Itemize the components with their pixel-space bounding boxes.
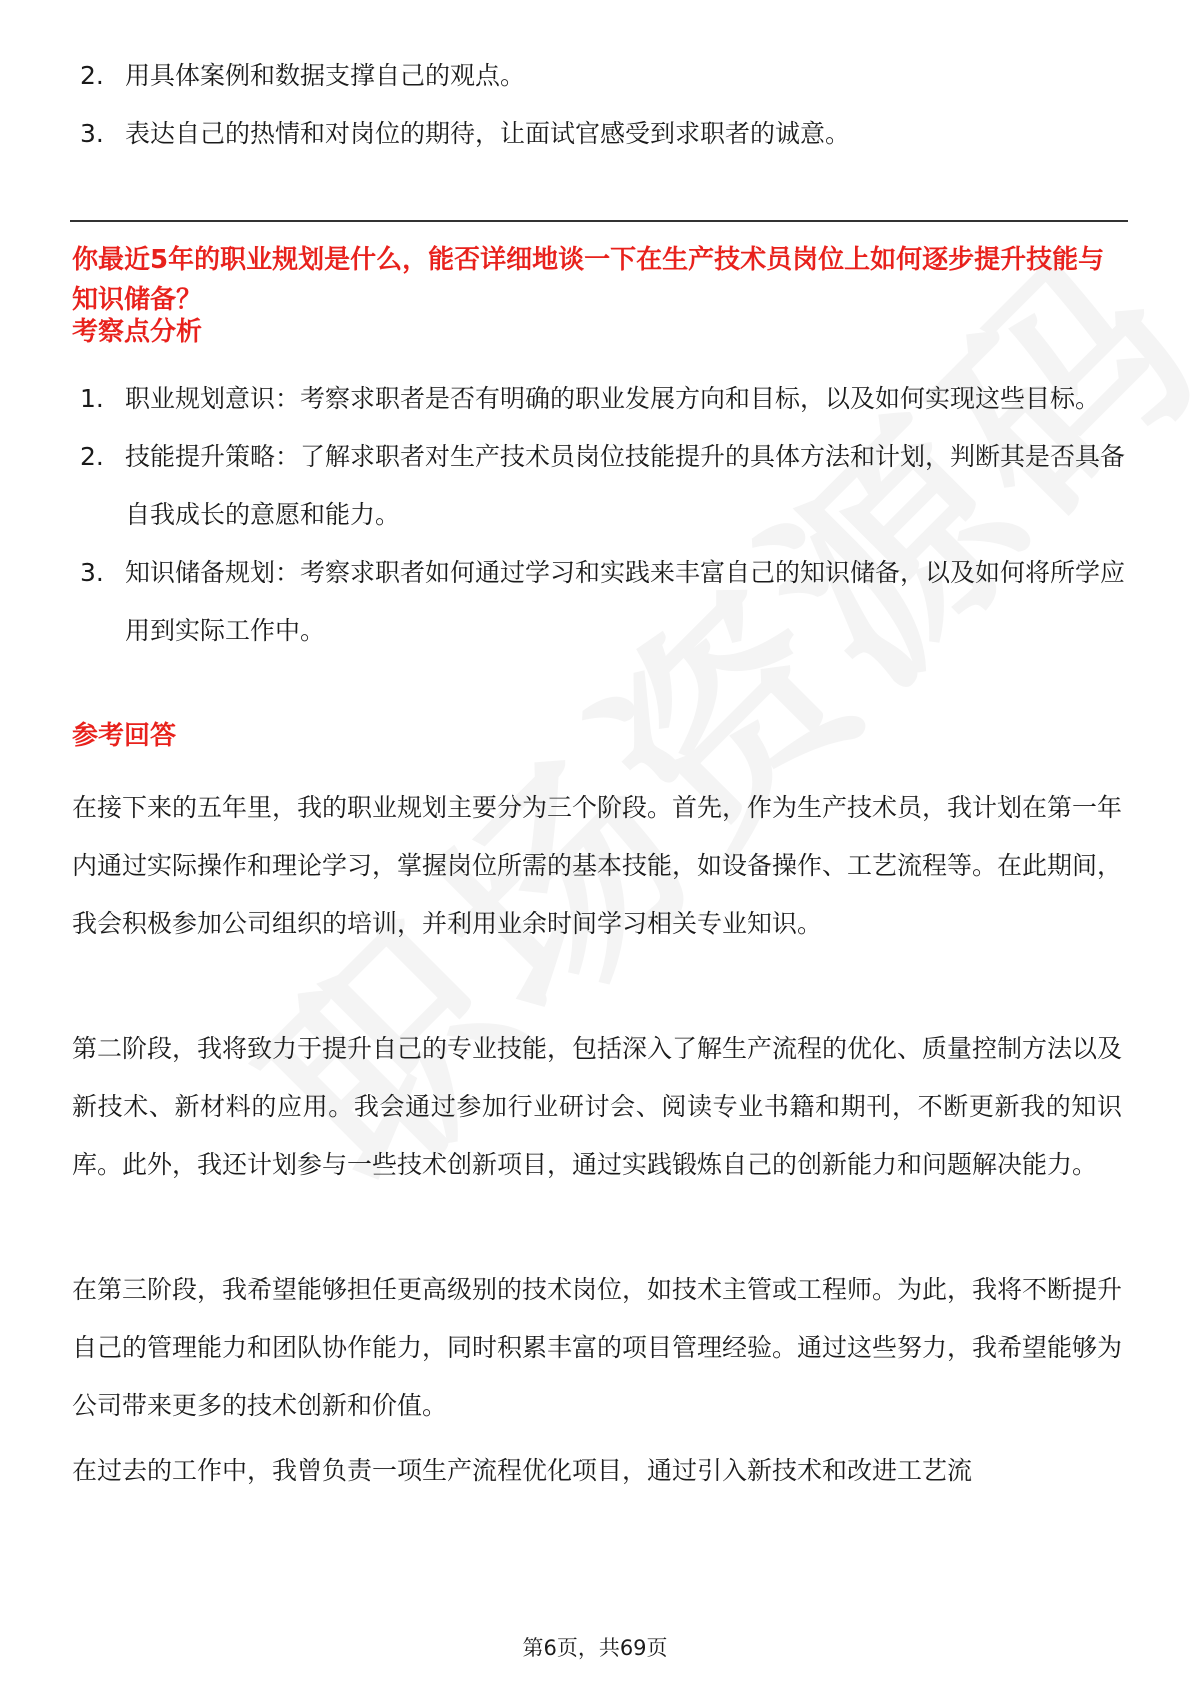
analysis-title: 考察点分析 xyxy=(72,317,203,347)
list-item xyxy=(80,47,1125,105)
list-number: 3. xyxy=(80,558,104,587)
list-item xyxy=(80,370,1125,428)
list-item xyxy=(80,544,1125,660)
answer-title: 参考回答 xyxy=(72,721,177,751)
list-text: 技能提升策略：了解求职者对生产技术员岗位技能提升的具体方法和计划，判断其是否具备自我成长的意愿和能力。 xyxy=(125,442,1126,529)
answer-paragraph: 在接下来的五年里，我的职业规划主要分为三个阶段。首先，作为生产技术员，我计划在第一年内通过实际操作和理论学习，掌握岗位所需的基本技能，如设备操作、工艺流程等。在此期间，我会积极参加公司组织的培训，并利用业余时间学习相关专业知识。 xyxy=(72,793,1123,938)
list-number: 2. xyxy=(80,442,104,471)
list-text: 职业规划意识：考察求职者是否有明确的职业发展方向和目标，以及如何实现这些目标。 xyxy=(125,384,1101,413)
list-text: 知识储备规划：考察求职者如何通过学习和实践来丰富自己的知识储备，以及如何将所学应用到实际工作中。 xyxy=(125,558,1126,645)
list-number: 3. xyxy=(80,119,104,148)
list-text: 用具体案例和数据支撑自己的观点。 xyxy=(125,61,526,90)
answer-paragraph: 第二阶段，我将致力于提升自己的专业技能，包括深入了解生产流程的优化、质量控制方法以及新技术、新材料的应用。我会通过参加行业研讨会、阅读专业书籍和期刊，不断更新我的知识库。此外，我还计划参与一些技术创新项目，通过实践锻炼自己的创新能力和问题解决能力。 xyxy=(72,1034,1123,1179)
list-text: 表达自己的热情和对岗位的期待，让面试官感受到求职者的诚意。 xyxy=(125,119,851,148)
top-list xyxy=(80,47,1125,163)
analysis-list xyxy=(80,370,1125,660)
page-footer: 第6页，共69页 xyxy=(522,1636,668,1660)
list-number: 2. xyxy=(80,61,104,90)
question-heading: 你最近5年的职业规划是什么，能否详细地谈一下在生产技术员岗位上如何逐步提升技能与知识储备？ xyxy=(72,245,1105,315)
list-item xyxy=(80,105,1125,163)
list-item xyxy=(80,428,1125,544)
list-number: 1. xyxy=(80,384,104,413)
answer-paragraph: 在第三阶段，我希望能够担任更高级别的技术岗位，如技术主管或工程师。为此，我将不断提升自己的管理能力和团队协作能力，同时积累丰富的项目管理经验。通过这些努力，我希望能够为公司带来更多的技术创新和价值。 xyxy=(72,1275,1123,1420)
answer-paragraph: 在过去的工作中，我曾负责一项生产流程优化项目，通过引入新技术和改进工艺流 xyxy=(72,1456,973,1485)
divider xyxy=(70,220,1128,222)
